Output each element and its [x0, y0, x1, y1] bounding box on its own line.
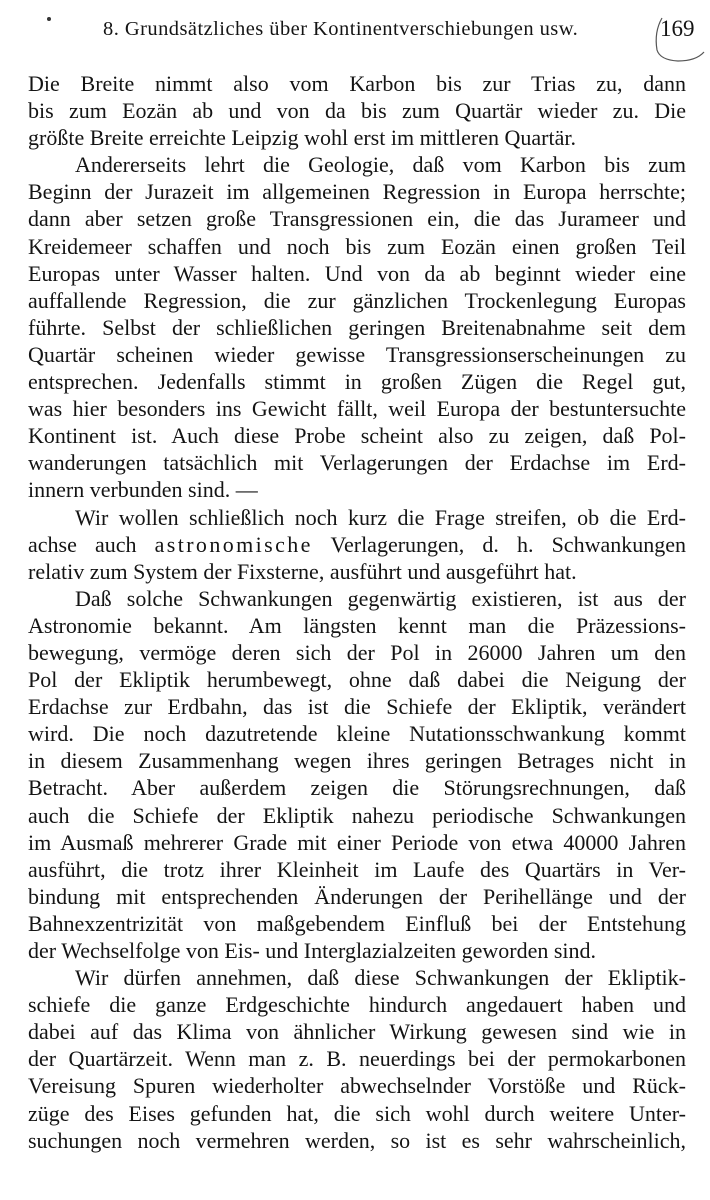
text-line: der Wechselfolge von Eis- und Interglazialzeiten geworden sind. [28, 938, 597, 963]
text-line: ausführt, die trotz ihrer Kleinheit im Laufe des Quartärs in Ver- [28, 856, 686, 882]
text-line: Betracht. Aber außerdem zeigen die Störungsrechnungen, daß [28, 775, 686, 801]
text-line: Erdachse zur Erdbahn, das ist die Schiefe der Ekliptik, verändert [28, 694, 686, 720]
text-line: bis zum Eozän ab und von da bis zum Quartär wieder zu. Die [28, 98, 686, 124]
text-line: Vereisung Spuren wiederholter abwechselnder Vorstöße und Rück- [28, 1073, 686, 1099]
text-line: der Quartärzeit. Wenn man z. B. neuerdings bei der permokarbonen [28, 1046, 686, 1072]
running-title: 8. Grundsätzliches über Kontinentverschiebungen usw. [103, 18, 579, 40]
text-line: auch die Schiefe der Ekliptik nahezu periodische Schwankungen [28, 802, 686, 828]
paragraph-first-line: Daß solche Schwankungen gegenwärtig existieren, ist aus der [75, 585, 686, 611]
text-line: auffallende Regression, die zur gänzlichen Trockenlegung Europas [28, 287, 686, 313]
text-line: bindung mit entsprechenden Änderungen der Perihellänge und der [28, 883, 686, 909]
text-line: führte. Selbst der schließlichen geringen Breitenabnahme seit dem [28, 314, 686, 340]
text-line: Kreidemeer schaffen und noch bis zum Eozän einen großen Teil [28, 233, 686, 259]
body-text [28, 70, 686, 1154]
emphasized-word: astronomische [154, 531, 313, 557]
text-segment: Verlagerungen, d. h. Schwankungen [312, 531, 686, 557]
text-line: Europas unter Wasser halten. Und von da ab beginnt wieder eine [28, 260, 686, 286]
text-line: innern verbunden sind. — [28, 477, 258, 503]
text-line: wird. Die noch dazutretende kleine Nutationsschwankung kommt [28, 721, 686, 747]
text-line: relativ zum System der Fixsterne, ausführt und ausgeführt hat. [28, 558, 577, 584]
text-line-with-emphasis [28, 531, 686, 558]
text-line: Kontinent ist. Auch diese Probe scheint also zu zeigen, daß Pol- [28, 423, 686, 449]
text-line: dann aber setzen große Transgressionen ein, die das Jurameer und [28, 206, 686, 232]
text-line: Die Breite nimmt also vom Karbon bis zur Trias zu, dann [28, 71, 686, 96]
text-line: züge des Eises gefunden hat, die sich wohl durch weitere Unter- [28, 1100, 686, 1126]
text-line: was hier besonders ins Gewicht fällt, weil Europa der bestuntersuchte [28, 396, 686, 422]
text-line: Pol der Ekliptik herumbewegt, ohne daß dabei die Neigung der [28, 667, 686, 693]
running-head [0, 14, 710, 50]
text-line: im Ausmaß mehrerer Grade mit einer Periode von etwa 40000 Jahren [28, 829, 686, 855]
text-segment: achse auch [28, 531, 155, 557]
page-number: 169 [660, 16, 695, 41]
text-line: dabei auf das Klima von ähnlicher Wirkung gewesen sind wie in [28, 1019, 686, 1045]
text-line: Bahnexzentrizität von maßgebendem Einfluß bei der Entstehung [28, 910, 686, 936]
ink-dot [47, 17, 51, 21]
paragraph-first-line: Wir dürfen annehmen, daß diese Schwankungen der Ekliptik- [75, 965, 686, 991]
text-line: wanderungen tatsächlich mit Verlagerungen der Erdachse im Erd- [28, 450, 686, 476]
text-line: Astronomie bekannt. Am längsten kennt man die Präzessions- [28, 612, 686, 638]
text-line: Beginn der Jurazeit im allgemeinen Regression in Europa herrschte; [28, 179, 686, 205]
paragraph-first-line: Andererseits lehrt die Geologie, daß vom Karbon bis zum [75, 152, 686, 178]
text-line: größte Breite erreichte Leipzig wohl erst im mittleren Quartär. [28, 125, 576, 151]
text-line: entsprechen. Jedenfalls stimmt in großen Zügen die Regel gut, [28, 369, 686, 395]
text-line: Quartär scheinen wieder gewisse Transgressionserscheinungen zu [28, 341, 686, 367]
text-line: schiefe die ganze Erdgeschichte hindurch angedauert haben und [28, 992, 686, 1018]
text-line: suchungen noch vermehren werden, so ist es sehr wahrscheinlich, [28, 1127, 686, 1153]
paragraph-first-line: Wir wollen schließlich noch kurz die Frage streifen, ob die Erd- [75, 504, 686, 530]
text-line: bewegung, vermöge deren sich der Pol in 26000 Jahren um den [28, 639, 686, 665]
text-line: in diesem Zusammenhang wegen ihres geringen Betrages nicht in [28, 748, 686, 774]
